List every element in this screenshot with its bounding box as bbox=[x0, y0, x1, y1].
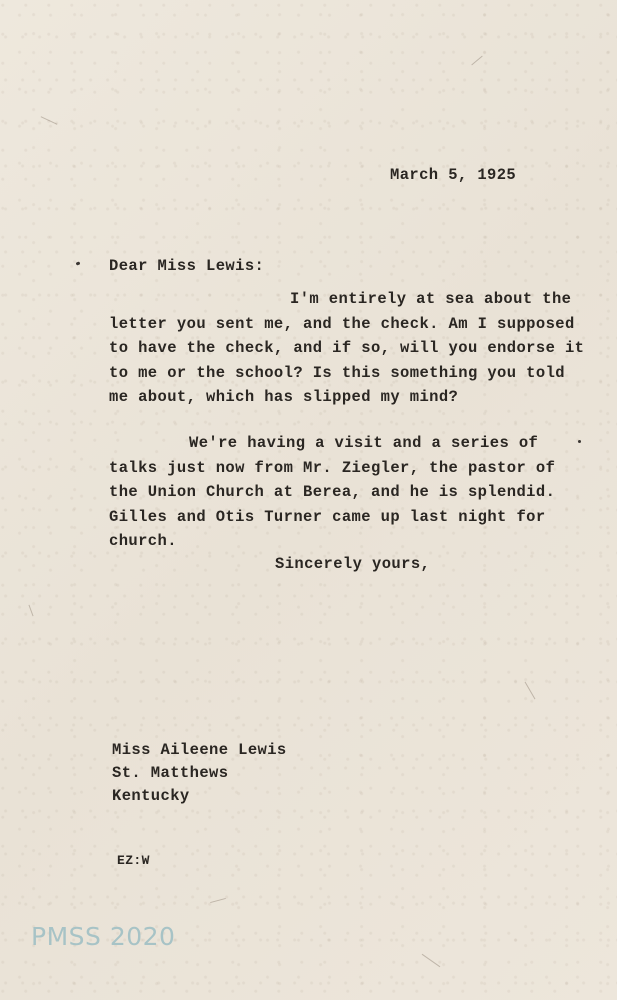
salutation: Dear Miss Lewis: bbox=[109, 257, 265, 275]
closing: Sincerely yours, bbox=[275, 555, 431, 573]
recipient-state: Kentucky bbox=[112, 787, 190, 805]
paper-fiber bbox=[471, 56, 482, 66]
body-paragraph-1: I'm entirely at sea about the letter you sent me, and the check. Am I supposed to have the check, and if so, will you endorse it to me or the school? Is this something you told me about, which has slipped my mind? bbox=[109, 290, 585, 406]
archive-watermark: PMSS 2020 bbox=[31, 922, 176, 951]
paper-fiber bbox=[422, 954, 441, 967]
paper-fiber bbox=[210, 898, 226, 903]
body-paragraph-2: We're having a visit and a series of talks just now from Mr. Ziegler, the pastor of the Union Church at Berea, and he is splendid. Gilles and Otis Turner came up last night for church. bbox=[109, 434, 556, 550]
recipient-name: Miss Aileene Lewis bbox=[112, 741, 287, 759]
ink-mark bbox=[76, 261, 81, 265]
paper-fiber bbox=[41, 116, 58, 125]
paper-fiber bbox=[525, 682, 536, 700]
recipient-city: St. Matthews bbox=[112, 764, 229, 782]
letter-date: March 5, 1925 bbox=[390, 166, 517, 184]
typist-initials: EZ:W bbox=[117, 853, 150, 868]
paper-fiber bbox=[28, 605, 33, 617]
